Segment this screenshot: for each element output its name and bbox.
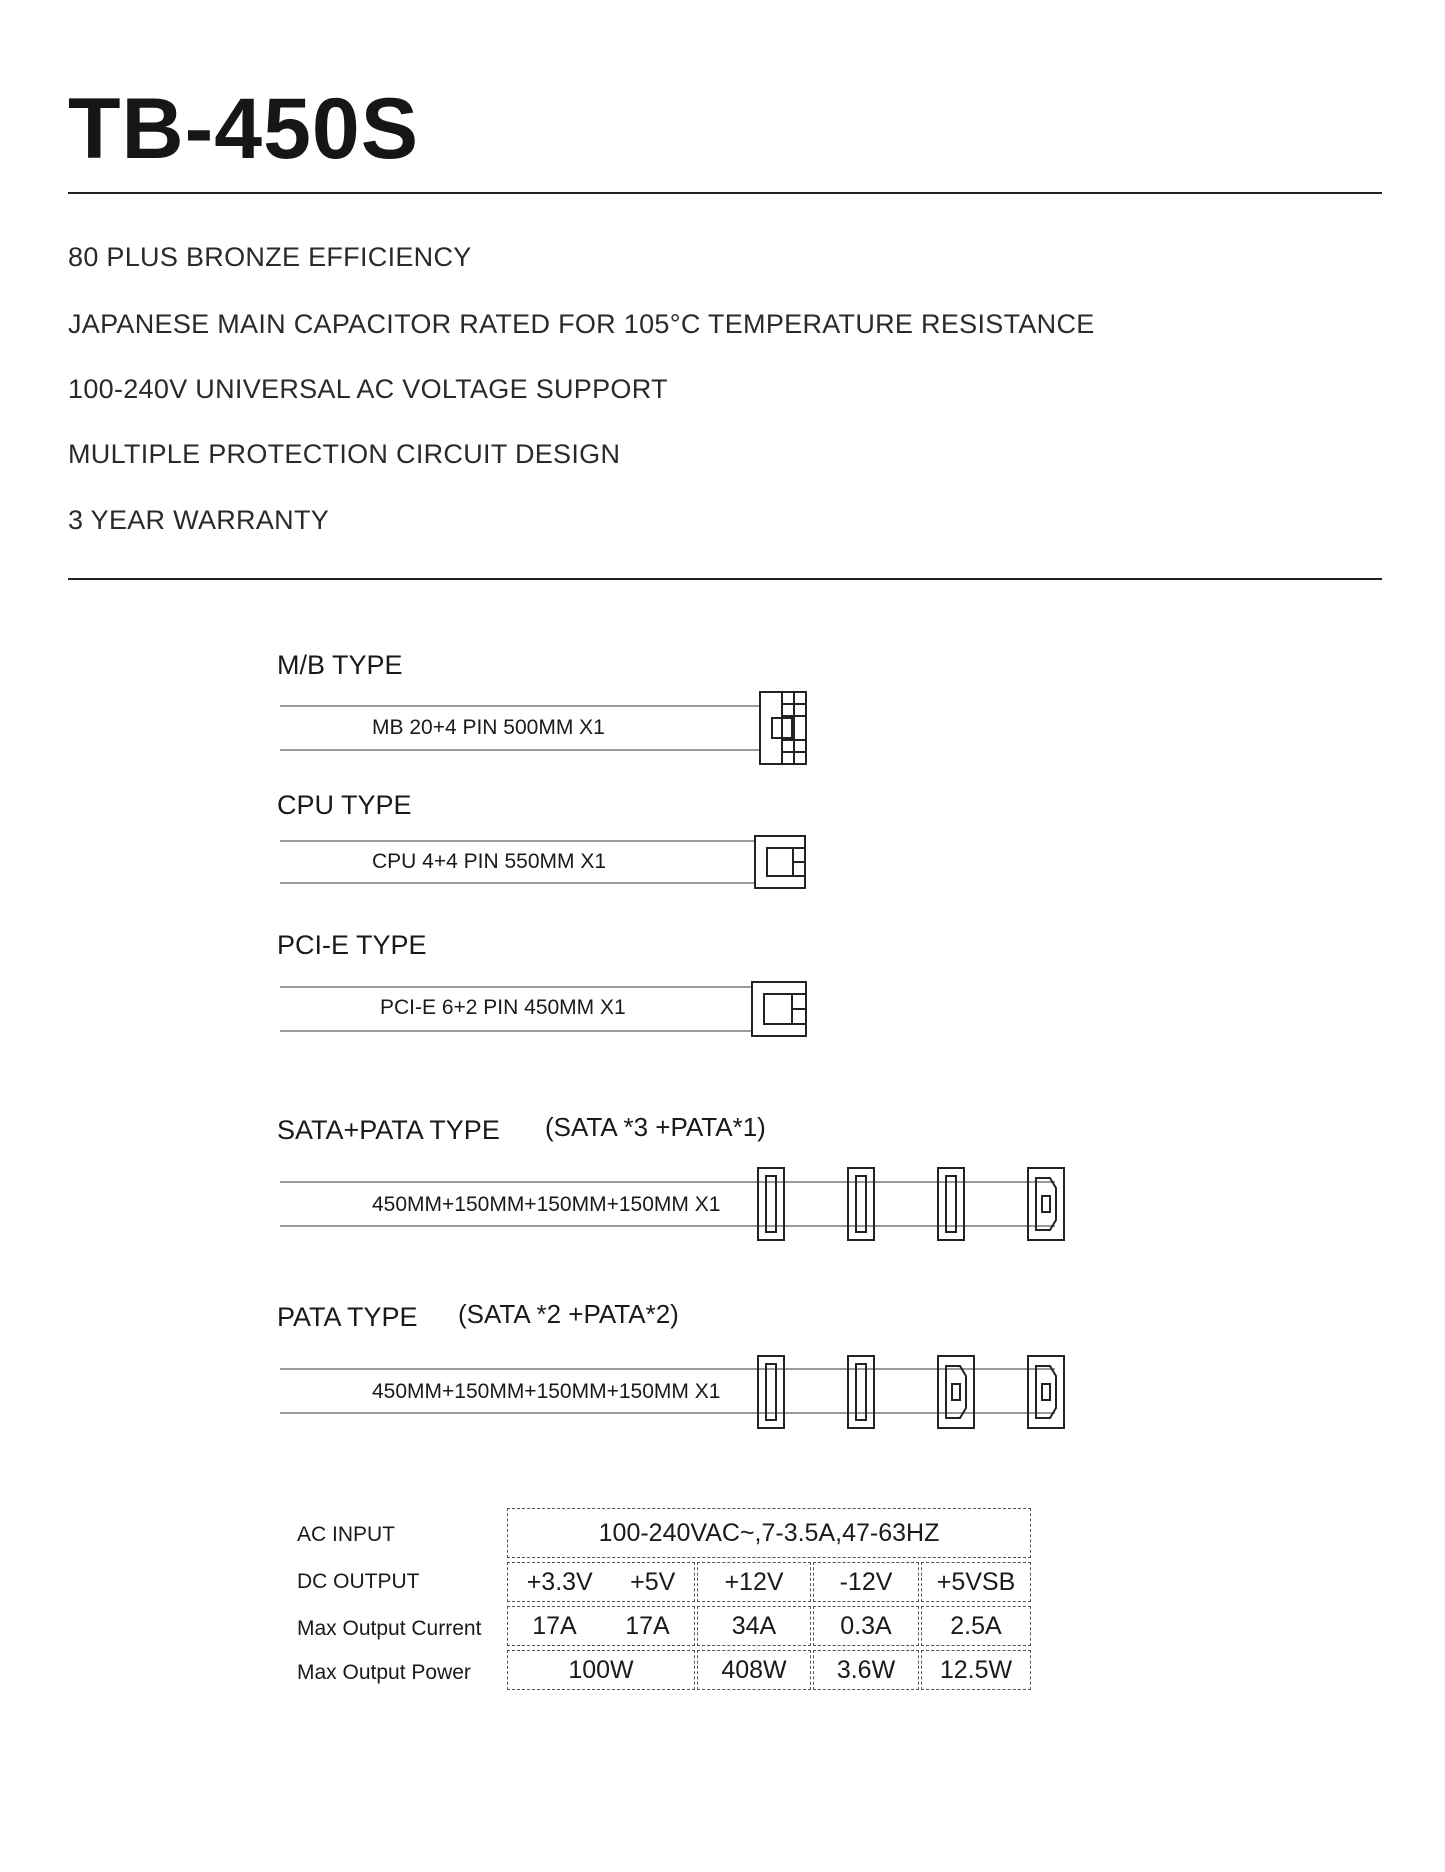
dc-output-label: DC OUTPUT	[297, 1570, 420, 1593]
pata-cable-label: 450MM+150MM+150MM+150MM X1	[372, 1380, 721, 1403]
rail-5v: +5V	[630, 1567, 676, 1596]
mb-cable-label: MB 20+4 PIN 500MM X1	[372, 716, 605, 739]
pata-type-subheading: (SATA *2 +PATA*2)	[458, 1299, 679, 1329]
max-current-cell-low	[507, 1606, 695, 1646]
ac-input-label: AC INPUT	[297, 1523, 396, 1546]
page-title: TB-450S	[68, 81, 420, 177]
rail-5vsb: +5VSB	[921, 1562, 1031, 1602]
feature-voltage: 100-240V UNIVERSAL AC VOLTAGE SUPPORT	[68, 374, 668, 404]
dc-output-cell-low	[507, 1562, 695, 1602]
current-12v: 34A	[697, 1606, 811, 1646]
sata-pata-type-heading: SATA+PATA TYPE	[277, 1115, 500, 1145]
current-minus-12v: 0.3A	[813, 1606, 919, 1646]
current-5vsb: 2.5A	[921, 1606, 1031, 1646]
pata-type-heading: PATA TYPE	[277, 1302, 418, 1332]
feature-protection: MULTIPLE PROTECTION CIRCUIT DESIGN	[68, 439, 621, 469]
cpu-type-heading: CPU TYPE	[277, 790, 412, 820]
sata-pata-type-subheading: (SATA *3 +PATA*1)	[545, 1112, 766, 1142]
cpu-cable-label: CPU 4+4 PIN 550MM X1	[372, 850, 607, 873]
current-3v3: 17A	[532, 1611, 577, 1640]
feature-efficiency: 80 PLUS BRONZE EFFICIENCY	[68, 242, 472, 272]
mb-type-heading: M/B TYPE	[277, 650, 403, 680]
power-low-rails: 100W	[507, 1650, 695, 1690]
max-power-label: Max Output Power	[297, 1661, 471, 1684]
feature-warranty: 3 YEAR WARRANTY	[68, 505, 330, 535]
max-current-label: Max Output Current	[297, 1617, 482, 1640]
power-5vsb: 12.5W	[921, 1650, 1031, 1690]
power-12v: 408W	[697, 1650, 811, 1690]
pcie-cable-label: PCI-E 6+2 PIN 450MM X1	[380, 996, 626, 1019]
power-minus-12v: 3.6W	[813, 1650, 919, 1690]
rail-3v3: +3.3V	[526, 1567, 593, 1596]
feature-capacitor: JAPANESE MAIN CAPACITOR RATED FOR 105°C TEMPERATURE RESISTANCE	[68, 309, 1095, 339]
pcie-type-heading: PCI-E TYPE	[277, 930, 427, 960]
rail-12v: +12V	[697, 1562, 811, 1602]
sata-pata-cable-label: 450MM+150MM+150MM+150MM X1	[372, 1193, 721, 1216]
current-5v: 17A	[625, 1611, 670, 1640]
rail-minus-12v: -12V	[813, 1562, 919, 1602]
ac-input-value: 100-240VAC~,7-3.5A,47-63HZ	[507, 1508, 1031, 1558]
